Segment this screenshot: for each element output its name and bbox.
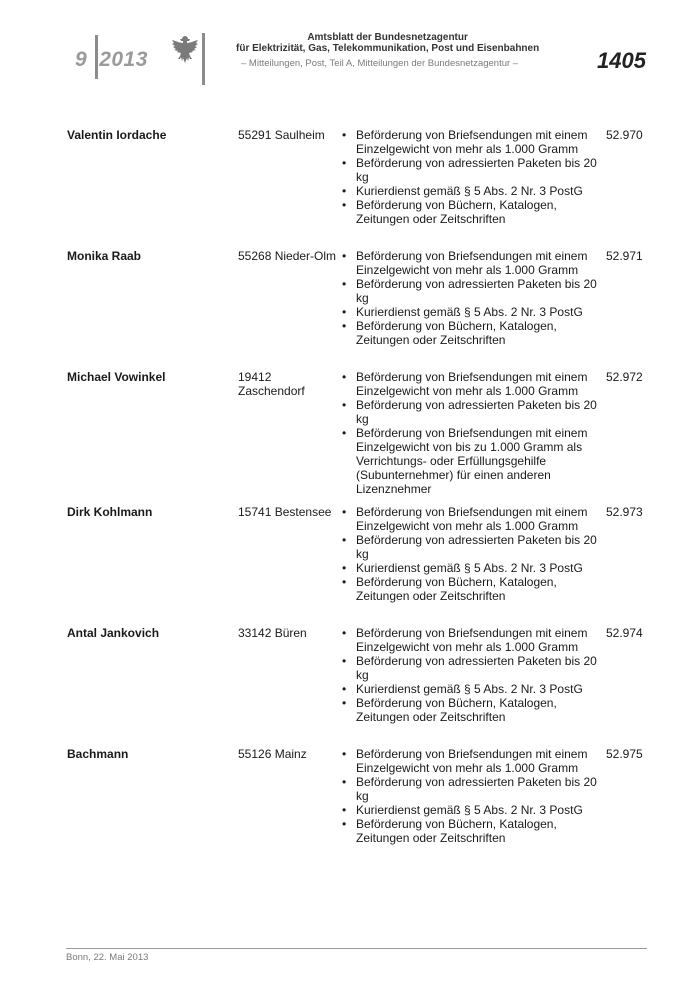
publication-title bbox=[236, 32, 539, 54]
service-item: • Beförderung von Briefsendungen mit einem Einzelgewicht von mehr als 1.000 Gramm bbox=[340, 505, 602, 533]
service-item: • Beförderung von Briefsendungen mit einem Einzelgewicht von mehr als 1.000 Gramm bbox=[340, 370, 602, 398]
service-item: • Beförderung von Briefsendungen mit einem Einzelgewicht von mehr als 1.000 Gramm bbox=[340, 128, 602, 156]
licensee-name: Dirk Kohlmann bbox=[67, 505, 153, 519]
service-item: • Beförderung von Büchern, Katalogen, Zeitungen oder Zeitschriften bbox=[340, 319, 602, 347]
license-number: 52.970 bbox=[606, 128, 643, 142]
license-number: 52.974 bbox=[606, 626, 643, 640]
location-line1: 15741 Bestensee bbox=[238, 505, 332, 519]
licensee-name: Bachmann bbox=[67, 747, 129, 761]
publication-title-line2: für Elektrizität, Gas, Telekommunikation, Post und Eisenbahnen bbox=[236, 43, 540, 54]
service-item: • Beförderung von adressierten Paketen bis 20 kg bbox=[340, 775, 602, 803]
licensee-entry bbox=[0, 505, 700, 626]
service-list bbox=[340, 370, 602, 496]
location-line1: 19412 bbox=[238, 370, 272, 384]
licensee-location bbox=[238, 370, 338, 398]
licensee-entry bbox=[0, 626, 700, 747]
logo-divider bbox=[202, 33, 205, 85]
licensee-location bbox=[238, 626, 338, 640]
service-item: • Kurierdienst gemäß § 5 Abs. 2 Nr. 3 PostG bbox=[340, 682, 602, 696]
service-list bbox=[340, 505, 602, 603]
service-item: • Beförderung von Büchern, Katalogen, Zeitungen oder Zeitschriften bbox=[340, 575, 602, 603]
location-line2: Zaschendorf bbox=[238, 384, 305, 398]
location-line1: 33142 Büren bbox=[238, 626, 307, 640]
licensee-name: Antal Jankovich bbox=[67, 626, 160, 640]
service-list bbox=[340, 747, 602, 845]
licensee-location bbox=[238, 747, 338, 761]
service-item: • Beförderung von adressierten Paketen bis 20 kg bbox=[340, 398, 602, 426]
issue-divider bbox=[95, 35, 98, 79]
license-number: 52.975 bbox=[606, 747, 643, 761]
issue-label bbox=[75, 48, 148, 72]
licensee-entry bbox=[0, 370, 700, 505]
licensee-name: Michael Vowinkel bbox=[67, 370, 166, 384]
location-line1: 55268 Nieder-Olm bbox=[238, 249, 337, 263]
publication-title-line1: Amtsblatt der Bundesnetzagentur bbox=[307, 32, 468, 43]
issue-year: 2013 bbox=[99, 48, 148, 71]
service-item: • Beförderung von Büchern, Katalogen, Zeitungen oder Zeitschriften bbox=[340, 696, 602, 724]
licensee-location bbox=[238, 249, 338, 263]
service-item: • Beförderung von adressierten Paketen bis 20 kg bbox=[340, 277, 602, 305]
issue-number: 9 bbox=[75, 48, 88, 71]
license-number: 52.973 bbox=[606, 505, 643, 519]
service-item: • Beförderung von adressierten Paketen bis 20 kg bbox=[340, 533, 602, 561]
service-item: • Beförderung von Büchern, Katalogen, Zeitungen oder Zeitschriften bbox=[340, 817, 602, 845]
service-item: • Kurierdienst gemäß § 5 Abs. 2 Nr. 3 PostG bbox=[340, 803, 602, 817]
page-number: 1405 bbox=[597, 48, 646, 73]
service-item: • Beförderung von adressierten Paketen bis 20 kg bbox=[340, 654, 602, 682]
service-item: • Kurierdienst gemäß § 5 Abs. 2 Nr. 3 PostG bbox=[340, 305, 602, 319]
service-item: • Beförderung von Büchern, Katalogen, Zeitungen oder Zeitschriften bbox=[340, 198, 602, 226]
service-list bbox=[340, 626, 602, 724]
licensee-name: Monika Raab bbox=[67, 249, 142, 263]
licensee-entry bbox=[0, 747, 700, 868]
footer-place-date: Bonn, 22. Mai 2013 bbox=[66, 952, 149, 963]
license-number: 52.972 bbox=[606, 370, 643, 384]
service-item: • Beförderung von adressierten Paketen bis 20 kg bbox=[340, 156, 602, 184]
licensee-location bbox=[238, 505, 338, 519]
licensee-location bbox=[238, 128, 338, 142]
service-item: • Beförderung von Briefsendungen mit einem Einzelgewicht von mehr als 1.000 Gramm bbox=[340, 249, 602, 277]
licensee-entry bbox=[0, 249, 700, 370]
service-item: • Kurierdienst gemäß § 5 Abs. 2 Nr. 3 PostG bbox=[340, 561, 602, 575]
location-line1: 55126 Mainz bbox=[238, 747, 307, 761]
service-list bbox=[340, 249, 602, 347]
licensee-entry bbox=[0, 128, 700, 249]
license-number: 52.971 bbox=[606, 249, 643, 263]
page-header bbox=[0, 0, 700, 100]
licensee-list bbox=[0, 128, 700, 868]
footer-divider bbox=[66, 948, 647, 949]
service-item: • Kurierdienst gemäß § 5 Abs. 2 Nr. 3 PostG bbox=[340, 184, 602, 198]
publication-subtitle: – Mitteilungen, Post, Teil A, Mitteilungen der Bundesnetzagentur – bbox=[241, 58, 519, 69]
service-list bbox=[340, 128, 602, 226]
federal-eagle-icon bbox=[170, 34, 200, 66]
location-line1: 55291 Saulheim bbox=[238, 128, 325, 142]
service-item: • Beförderung von Briefsendungen mit einem Einzelgewicht von mehr als 1.000 Gramm bbox=[340, 626, 602, 654]
licensee-name: Valentin Iordache bbox=[67, 128, 167, 142]
service-item: • Beförderung von Briefsendungen mit einem Einzelgewicht von bis zu 1.000 Gramm als Verrichtungs- oder Erfüllungsgehilfe (Subunternehmer) für einen anderen Lizenznehmer bbox=[340, 426, 602, 496]
service-item: • Beförderung von Briefsendungen mit einem Einzelgewicht von mehr als 1.000 Gramm bbox=[340, 747, 602, 775]
